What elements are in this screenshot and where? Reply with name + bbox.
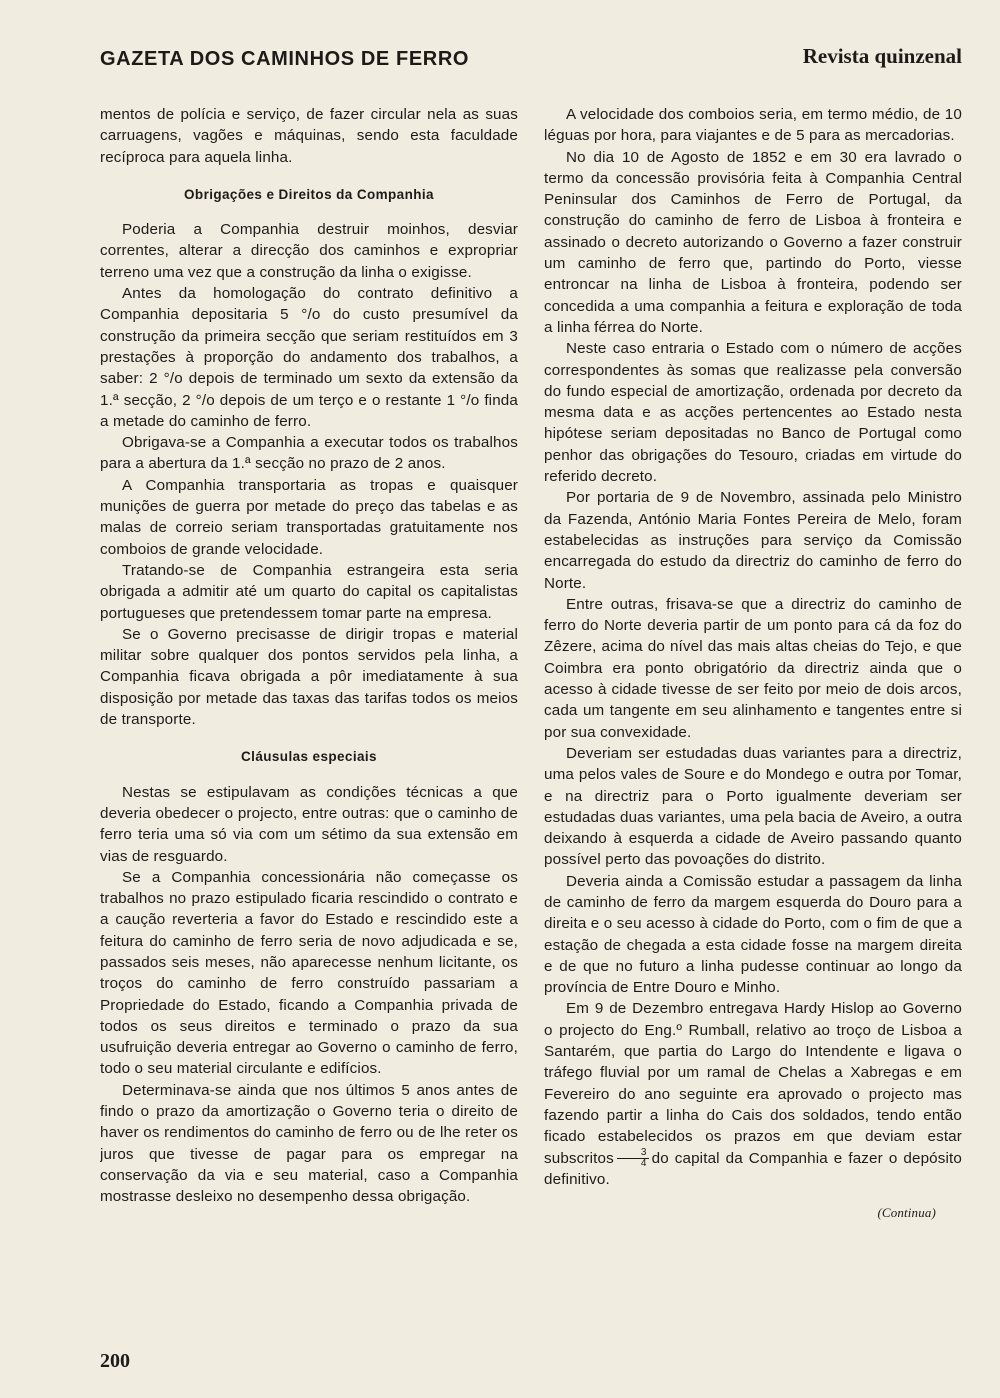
paragraph: Nestas se estipulavam as condições técnicas a que deveria obedecer o projecto, entre outras: que o caminho de ferro teria uma só via com um sétimo da sua extensão em vias de resguardo.	[100, 783, 518, 865]
page-number: 200	[100, 1350, 130, 1372]
paragraph: Deveriam ser estudadas duas variantes para a directriz, uma pelos vales de Soure e do Mondego e outra por Tomar, e na directriz para o Porto igualmente deveriam ser estudadas duas variantes, uma pela bacia de Aveiro, a outra deixando à esquerda a cidade de Aveiro passando quanto possível perto das povoações do distrito.	[544, 744, 962, 869]
paragraph: Antes da homologação do contrato definitivo a Companhia depositaria 5 °/o do custo presumível da construção da primeira secção que seriam restituídos em 3 prestações à proporção do andamento dos trabalhos, a saber: 2 °/o depois de terminado um sexto da extensão da 1.ª secção, 2 °/o depois de um terço e o restante 1 °/o finda a metade do caminho de ferro.	[100, 285, 518, 430]
fraction	[617, 1148, 649, 1169]
paragraph: Determinava-se ainda que nos últimos 5 anos antes de findo o prazo da amortização o Governo teria o direito de haver os rendimentos do caminho de ferro ou de lhe reter os juros que tivesse de pagar para os empregar na conservação da via e seu material, caso a Companhia mostrasse desleixo no desempenho dessa obrigação.	[100, 1081, 518, 1206]
fraction-denominator: 4	[640, 1158, 647, 1170]
paragraph-text: do capital da Companhia e fazer o depósito definitivo.	[544, 1149, 962, 1189]
paragraph: Obrigava-se a Companhia a executar todos os trabalhos para a abertura da 1.ª secção no prazo de 2 anos.	[100, 434, 518, 473]
paragraph: Neste caso entraria o Estado com o número de acções correspondentes às somas que realizasse pela conversão do fundo especial de amortização, ordenada por decreto da mesma data e as acções pertencentes ao Estado nesta hipótese seriam depositadas no Banco de Portugal como penhor das obrigações do Tesouro, criadas em virtude do referido decreto.	[544, 340, 962, 486]
left-column	[100, 104, 518, 1314]
paragraph: A Companhia transportaria as tropas e quaisquer munições de guerra por metade do preço das tabelas e as malas de correio seriam transportadas gratuitamente nos comboios de grande velocidade.	[100, 476, 518, 558]
paragraph: mentos de polícia e serviço, de fazer circular nela as suas carruagens, vagões e máquinas, sendo esta faculdade recíproca para aquela linha.	[100, 106, 518, 166]
paragraph: Entre outras, frisava-se que a directriz do caminho de ferro do Norte deveria partir de um ponto para cá da foz do Zêzere, acima do nível das mais altas cheias do Tejo, e que Coimbra era ponto obrigatório da directriz ainda que o acesso à cidade tivesse de ser feito por meio de dois arcos, cada um tangente em seu alinhamento e tangentes entre si por sua convexidade.	[544, 595, 962, 741]
paragraph-text: Em 9 de Dezembro entregava Hardy Hislop ao Governo o projecto do Eng.º Rumball, relativo ao troço de Lisboa a Santarém, que partia do Largo do Intendente e ligava o tráfego fluvial por um ramal de Chelas a Xabregas e em Fevereiro do ano seguinte era aprovado o projecto mas fazendo partir a linha do Cais dos soldados, tendo então ficado estabelecidos os prazos em que deviam estar subscritos	[544, 1000, 962, 1167]
paragraph: Se a Companhia concessionária não começasse os trabalhos no prazo estipulado ficaria rescindido o contrato e a caução reverteria a favor do Estado e rescindido este a feitura do caminho de ferro seria de novo adjudicada e se, passados seis meses, não aparecesse nenhum licitante, os troços do caminho de ferro construído passariam a Propriedade do Estado, ficando a Companhia privada de todos os seus direitos e terminado o prazo da sua usufruição deveria entregar ao Governo o caminho de ferro, todo o seu material circulante e edifícios.	[100, 868, 518, 1078]
section-heading: Obrigações e Direitos da Companhia	[184, 186, 434, 202]
journal-title: GAZETA DOS CAMINHOS DE FERRO	[100, 48, 470, 70]
running-header	[100, 44, 962, 76]
right-column	[544, 104, 962, 1314]
paragraph: No dia 10 de Agosto de 1852 e em 30 era lavrado o termo da concessão provisória feita à Companhia Central Peninsular dos Caminhos de Ferro de Portugal, da construção do caminho de ferro de Lisboa à fronteira e assinado o decreto autorizando o Governo a fazer construir um caminho de ferro que, partindo do Porto, viesse entroncar na linha de Lisboa à fronteira, podendo ser concedida a uma companhia a feitura e exploração de toda a linha férrea do Norte.	[544, 148, 962, 336]
paragraph	[544, 998, 962, 1190]
continued-note: (Continua)	[877, 1205, 936, 1221]
paragraph: Tratando-se de Companhia estrangeira esta seria obrigada a admitir até um quarto do capital os capitalistas portugueses que pretendessem tomar parte na empresa.	[100, 561, 518, 622]
section-heading: Cláusulas especiais	[241, 749, 377, 765]
fraction-numerator: 3	[617, 1148, 649, 1159]
paragraph: Poderia a Companhia destruir moinhos, desviar correntes, alterar a direcção dos caminhos e expropriar terreno uma vez que a construção da linha o exigisse.	[100, 221, 518, 281]
paragraph: Deveria ainda a Comissão estudar a passagem da linha de caminho de ferro da margem esquerda do Douro para a direita e o seu acesso à cidade do Porto, com o fim de que a estação de chegada a esta cidade fosse na margem direita e de que no futuro a linha pudesse continuar ao longo da província de Entre Douro e Minho.	[544, 872, 962, 997]
paragraph: A velocidade dos comboios seria, em termo médio, de 10 léguas por hora, para viajantes e de 5 para as mercadorias.	[544, 106, 962, 145]
paragraph: Por portaria de 9 de Novembro, assinada pelo Ministro da Fazenda, António Maria Fontes Pereira de Melo, foram estabelecidas as instruções para serviço da Comissão encarregada do estudo da directriz do caminho de ferro do Norte.	[544, 489, 962, 592]
edition-label: Revista quinzenal	[802, 44, 962, 68]
paragraph: Se o Governo precisasse de dirigir tropas e material militar sobre qualquer dos pontos servidos pela linha, a Companhia ficava obrigada a pôr imediatamente à sua disposição por metade das taxas das tarifas todos os meios de transporte.	[100, 625, 518, 729]
